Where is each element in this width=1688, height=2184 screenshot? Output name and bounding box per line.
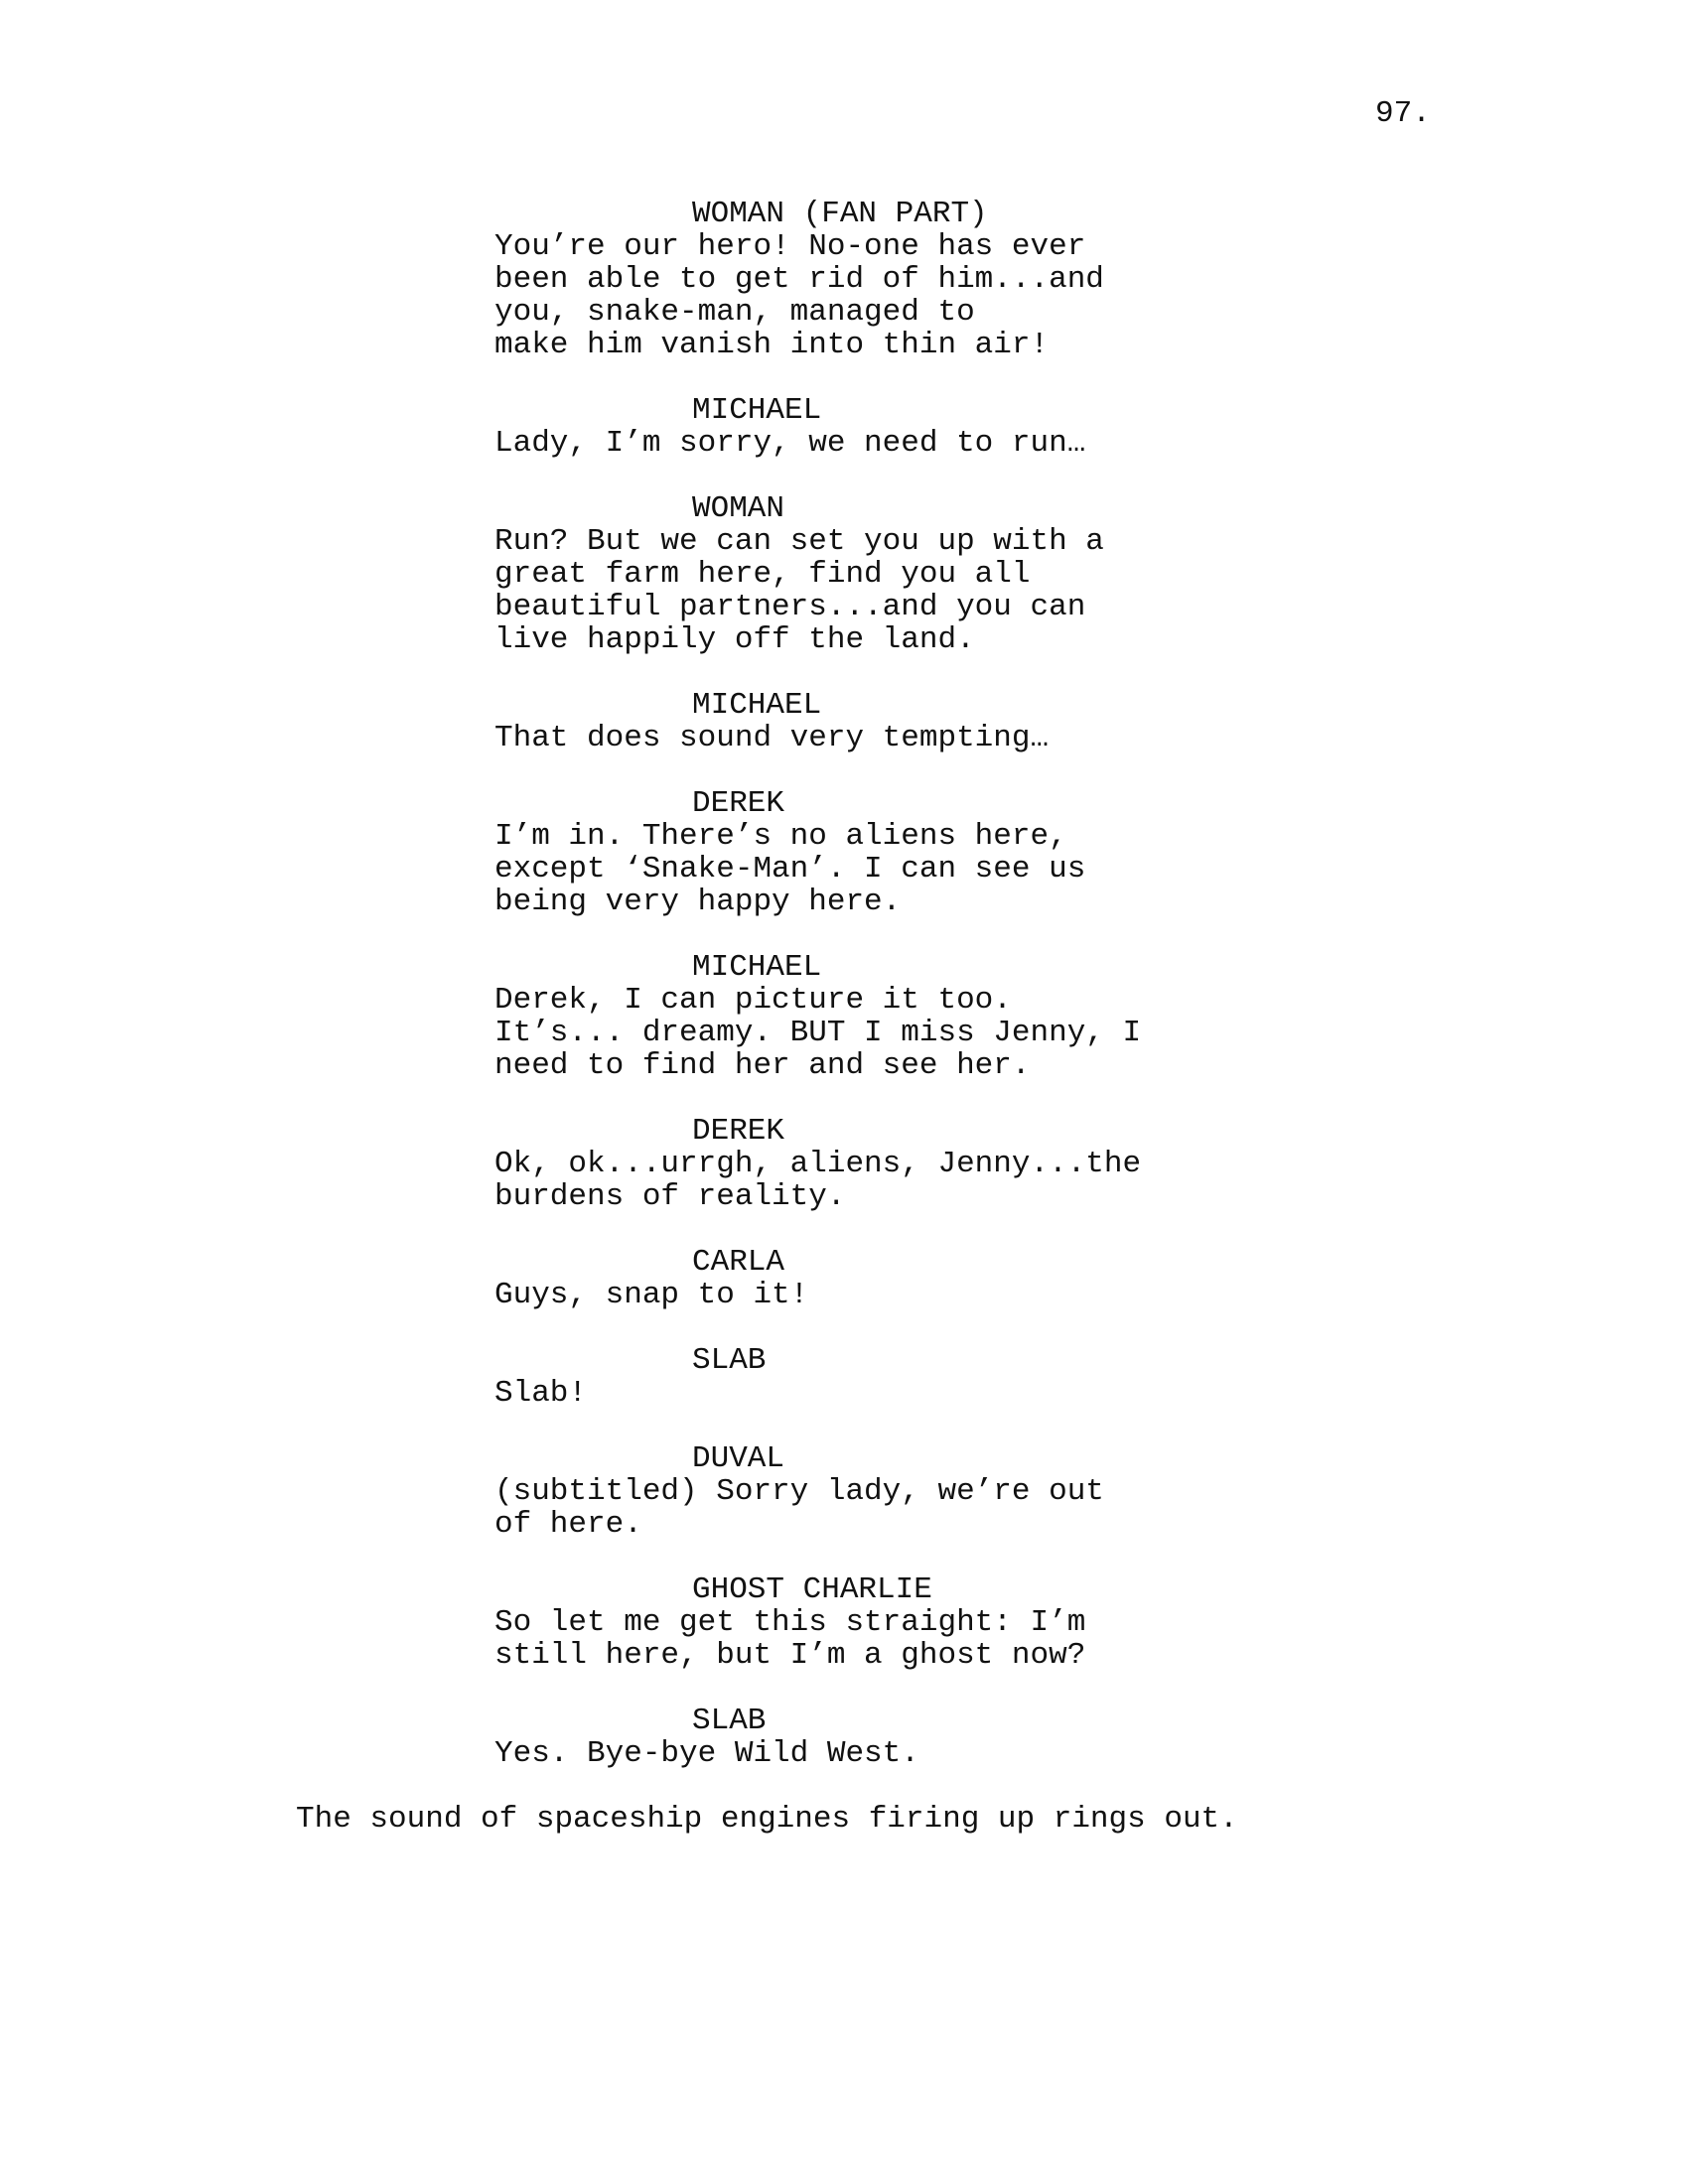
dialogue-line: still here, but I’m a ghost now?: [494, 1638, 1086, 1673]
dialogue-line: live happily off the land.: [494, 622, 975, 657]
dialogue-block: [0, 492, 1688, 656]
script-body: [0, 198, 1688, 1836]
character-cue: MICHAEL: [692, 688, 822, 723]
dialogue-line: great farm here, find you all: [494, 557, 1031, 592]
character-cue: DEREK: [692, 1114, 785, 1149]
dialogue-line: (subtitled) Sorry lady, we’re out: [494, 1474, 1104, 1509]
dialogue-line: make him vanish into thin air!: [494, 328, 1050, 362]
character-cue: DEREK: [692, 786, 785, 821]
character-cue: GHOST CHARLIE: [692, 1572, 932, 1607]
dialogue-line: Slab!: [494, 1376, 588, 1411]
dialogue-line: Run? But we can set you up with a: [494, 524, 1104, 559]
character-cue: MICHAEL: [692, 393, 822, 428]
dialogue-line: except ‘Snake-Man’. I can see us: [494, 852, 1086, 887]
dialogue-line: been able to get rid of him...and: [494, 262, 1104, 297]
dialogue-line: Derek, I can picture it too.: [494, 983, 1012, 1018]
dialogue-block: [0, 1344, 1688, 1410]
dialogue-block: [0, 689, 1688, 754]
dialogue-line: of here.: [494, 1507, 642, 1542]
character-cue: CARLA: [692, 1245, 785, 1280]
dialogue-block: [0, 1705, 1688, 1770]
character-cue: SLAB: [692, 1704, 767, 1738]
dialogue-line: You’re our hero! No-one has ever: [494, 229, 1086, 264]
dialogue-line: need to find her and see her.: [494, 1048, 1031, 1083]
dialogue-line: So let me get this straight: I’m: [494, 1605, 1086, 1640]
dialogue-line: That does sound very tempting…: [494, 721, 1050, 755]
dialogue-line: burdens of reality.: [494, 1179, 846, 1214]
page-number: 97.: [1375, 96, 1431, 131]
action-line: The sound of spaceship engines firing up rings out.: [296, 1802, 1238, 1837]
dialogue-block: [0, 1573, 1688, 1672]
dialogue-block: [0, 951, 1688, 1082]
dialogue-block: [0, 198, 1688, 361]
character-cue: MICHAEL: [692, 950, 822, 985]
dialogue-line: beautiful partners...and you can: [494, 590, 1086, 624]
dialogue-block: [0, 1115, 1688, 1213]
dialogue-line: I’m in. There’s no aliens here,: [494, 819, 1067, 854]
dialogue-block: [0, 787, 1688, 918]
dialogue-line: Lady, I’m sorry, we need to run…: [494, 426, 1086, 461]
dialogue-line: Yes. Bye-bye Wild West.: [494, 1736, 919, 1771]
dialogue-line: being very happy here.: [494, 885, 902, 919]
dialogue-block: [0, 1442, 1688, 1541]
dialogue-block: [0, 1246, 1688, 1311]
dialogue-block: [0, 394, 1688, 460]
dialogue-line: It’s... dreamy. BUT I miss Jenny, I: [494, 1016, 1142, 1050]
dialogue-line: Ok, ok...urrgh, aliens, Jenny...the: [494, 1147, 1142, 1181]
character-cue: WOMAN (FAN PART): [692, 197, 988, 231]
dialogue-line: you, snake-man, managed to: [494, 295, 975, 330]
character-cue: WOMAN: [692, 491, 785, 526]
character-cue: SLAB: [692, 1343, 767, 1378]
character-cue: DUVAL: [692, 1441, 785, 1476]
dialogue-line: Guys, snap to it!: [494, 1278, 809, 1312]
